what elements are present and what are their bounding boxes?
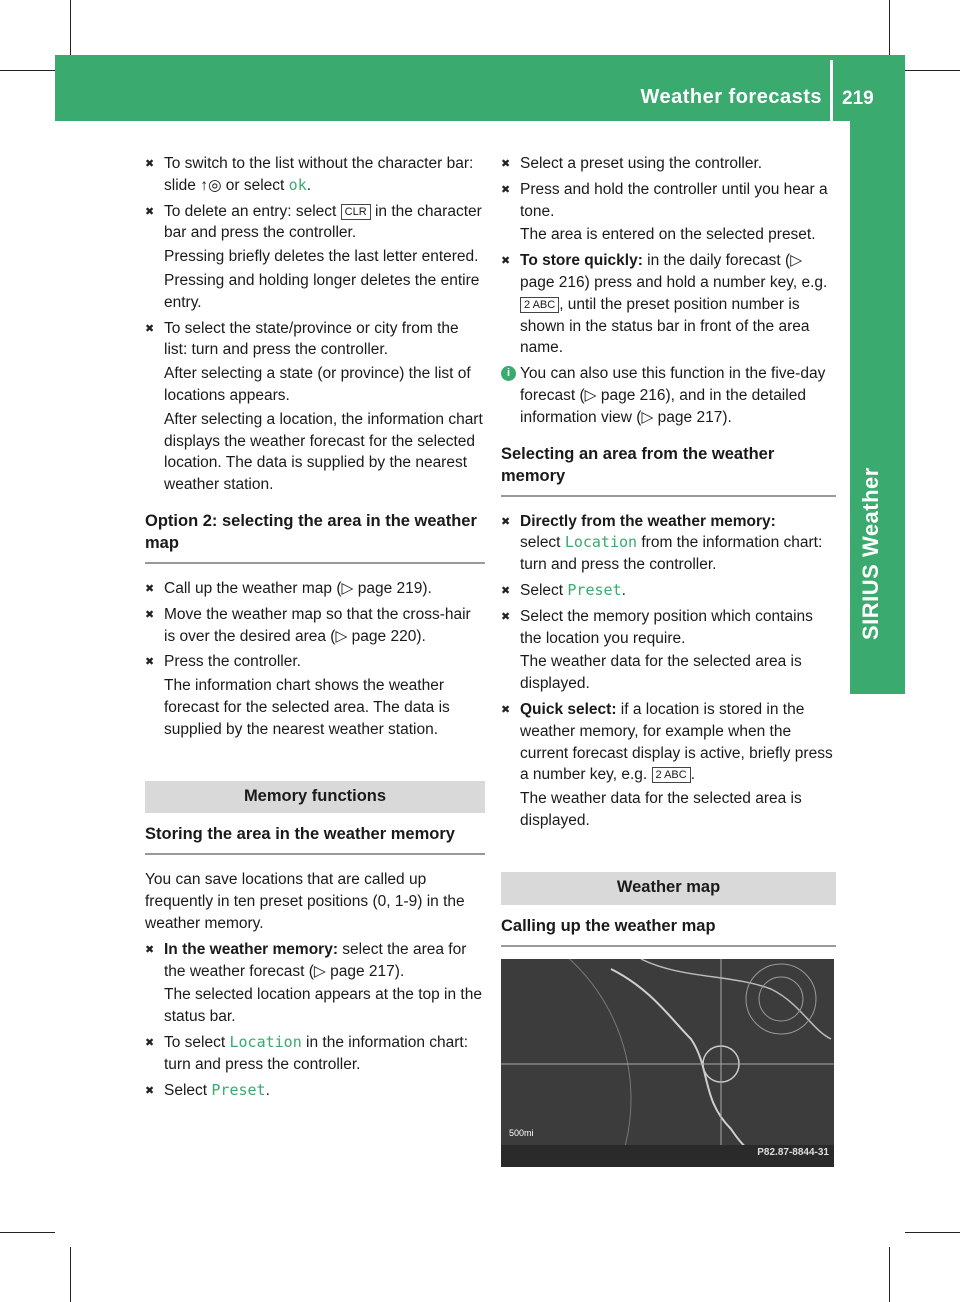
controller-icon: ↑◎: [200, 176, 222, 194]
location-softkey: Location: [564, 533, 638, 552]
heading-selecting: Selecting an area from the weather memory: [501, 444, 775, 485]
column-left: [145, 153, 485, 1105]
arrow-icon: ✖: [501, 158, 511, 170]
arrow-icon: ✖: [501, 584, 511, 597]
arrow-icon: ✖: [145, 1084, 155, 1097]
crop-mark: [889, 1247, 890, 1302]
section-box-map: Weather map: [501, 872, 836, 905]
crop-mark: [0, 70, 55, 71]
text: Select a preset using the controller.: [520, 155, 763, 172]
list-item: [145, 651, 485, 740]
text: To select: [164, 1033, 230, 1051]
column-right: [501, 153, 836, 1167]
text: Move the weather map so that the cross-hair is over the desired area (▷ page 220).: [164, 605, 471, 645]
text: The weather data for the selected area is displayed.: [520, 653, 802, 693]
crop-mark: [0, 1232, 55, 1233]
arrow-icon: ✖: [145, 656, 155, 669]
list-item: [501, 511, 836, 576]
list-item: [145, 604, 485, 648]
heading-calling: Calling up the weather map: [501, 916, 716, 935]
text: You can also use this function in the five-day forecast (▷ page 216), and in the detailed information view (▷ page 217).: [520, 365, 826, 426]
arrow-icon: ✖: [145, 582, 155, 595]
text: .: [265, 1081, 270, 1099]
arrow-icon: ✖: [501, 255, 511, 268]
arrow-icon: ✖: [145, 158, 155, 170]
side-tab-label: SIRIUS Weather: [858, 467, 883, 640]
page-header-title: Weather forecasts: [640, 86, 822, 108]
text: or select: [221, 176, 289, 194]
text: Press and hold the controller until you hear a tone.: [520, 180, 828, 220]
bold-lead: Directly from the weather memory:: [520, 512, 776, 530]
list-item: [501, 250, 836, 359]
text: The area is entered on the selected preset.: [520, 226, 816, 244]
heading-storing: Storing the area in the weather memory: [145, 825, 455, 844]
list-item: [501, 179, 836, 246]
text: Select the memory position which contains the location you require.: [520, 607, 813, 647]
list-item: [501, 153, 836, 175]
list-item: [501, 580, 836, 602]
number-key-icon: 2 ABC: [652, 767, 691, 783]
text: in the character bar and press the controller.: [164, 202, 482, 242]
text: Pressing and holding longer deletes the entire entry.: [164, 271, 480, 311]
divider: [145, 562, 485, 564]
crop-mark: [905, 1232, 960, 1233]
arrow-icon: ✖: [501, 183, 511, 196]
bold-lead: To store quickly:: [520, 252, 643, 270]
info-icon: i: [501, 366, 516, 381]
page-number: 219: [842, 88, 874, 109]
list-item: [145, 318, 485, 496]
ok-softkey: ok: [288, 175, 307, 194]
heading-option2: Option 2: selecting the area in the weather map: [145, 511, 477, 552]
text: in the information chart: turn and press the controller.: [164, 1033, 469, 1073]
list-item: [145, 153, 485, 197]
bold-lead: In the weather memory:: [164, 940, 338, 958]
arrow-icon: ✖: [145, 205, 155, 218]
crop-mark: [70, 1247, 71, 1302]
preset-softkey: Preset: [567, 580, 622, 599]
arrow-icon: ✖: [145, 1036, 155, 1049]
text: Press the controller.: [164, 653, 301, 671]
text: from the information chart: turn and press the controller.: [520, 534, 823, 574]
text: Select: [520, 581, 568, 599]
divider: [501, 945, 836, 947]
text: The weather data for the selected area is displayed.: [520, 790, 802, 829]
text: .: [621, 581, 626, 599]
divider: [501, 495, 836, 497]
arrow-icon: ✖: [145, 943, 155, 956]
divider: [145, 853, 485, 855]
text: , until the preset position number is shown in the status bar in front of the area name.: [520, 295, 810, 357]
crop-mark: [905, 70, 960, 71]
list-item: [145, 1032, 485, 1076]
arrow-icon: ✖: [501, 610, 511, 623]
side-tab-block: [850, 651, 905, 694]
arrow-icon: ✖: [145, 608, 155, 621]
text: select: [520, 534, 565, 552]
text: Call up the weather map (▷ page 219).: [164, 579, 432, 597]
text: After selecting a location, the information chart displays the weather forecast for the selected location. The data is supplied by the nearest weather station.: [164, 410, 483, 494]
text: The selected location appears at the top in the status bar.: [164, 986, 482, 1026]
location-softkey: Location: [229, 1032, 302, 1051]
header-separator: [830, 60, 833, 121]
list-item: [501, 699, 836, 832]
arrow-icon: ✖: [145, 322, 155, 335]
list-item: [145, 201, 485, 314]
crop-mark: [889, 0, 890, 55]
section-box-memory: Memory functions: [145, 781, 485, 814]
text: Pressing briefly deletes the last letter entered.: [164, 248, 479, 266]
map-graphic: [501, 959, 834, 1167]
clr-key-icon: CLR: [341, 204, 371, 220]
text: .: [690, 766, 696, 784]
map-scale-label: 500mi: [509, 1127, 534, 1138]
text: select the area for the weather forecast (▷ page 217).: [164, 940, 467, 980]
list-item: [501, 606, 836, 695]
preset-softkey: Preset: [211, 1080, 266, 1099]
text: Select: [164, 1081, 212, 1099]
crop-mark: [70, 0, 71, 55]
number-key-icon: 2 ABC: [520, 297, 559, 313]
text: .: [306, 176, 312, 194]
arrow-icon: ✖: [501, 515, 511, 528]
text: To delete an entry: select: [164, 202, 341, 220]
arrow-icon: ✖: [501, 703, 511, 716]
list-item: [145, 578, 485, 600]
bold-lead: Quick select:: [520, 700, 617, 718]
text: if a location is stored in the weather memory, for example when the current forecast display is active, briefly press a number key, e.g.: [520, 700, 833, 784]
text: The information chart shows the weather forecast for the selected area. The data is supplied by the nearest weather station.: [164, 677, 450, 738]
text: To select the state/province or city from the list: turn and press the controller.: [164, 319, 459, 359]
list-item: [145, 939, 485, 1028]
info-note: [501, 363, 836, 428]
intro-paragraph: You can save locations that are called up frequently in ten preset positions (0, 1-9) in the weather memory.: [145, 871, 465, 932]
text: To switch to the list without the character bar: slide: [164, 155, 474, 194]
text: in the daily forecast (▷ page 216) press and hold a number key, e.g.: [520, 252, 828, 291]
weather-map-image: [501, 959, 834, 1167]
list-item: [145, 1080, 485, 1102]
text: After selecting a state (or province) the list of locations appears.: [164, 365, 471, 404]
figure-code: P82.87-8844-31: [757, 1146, 829, 1158]
